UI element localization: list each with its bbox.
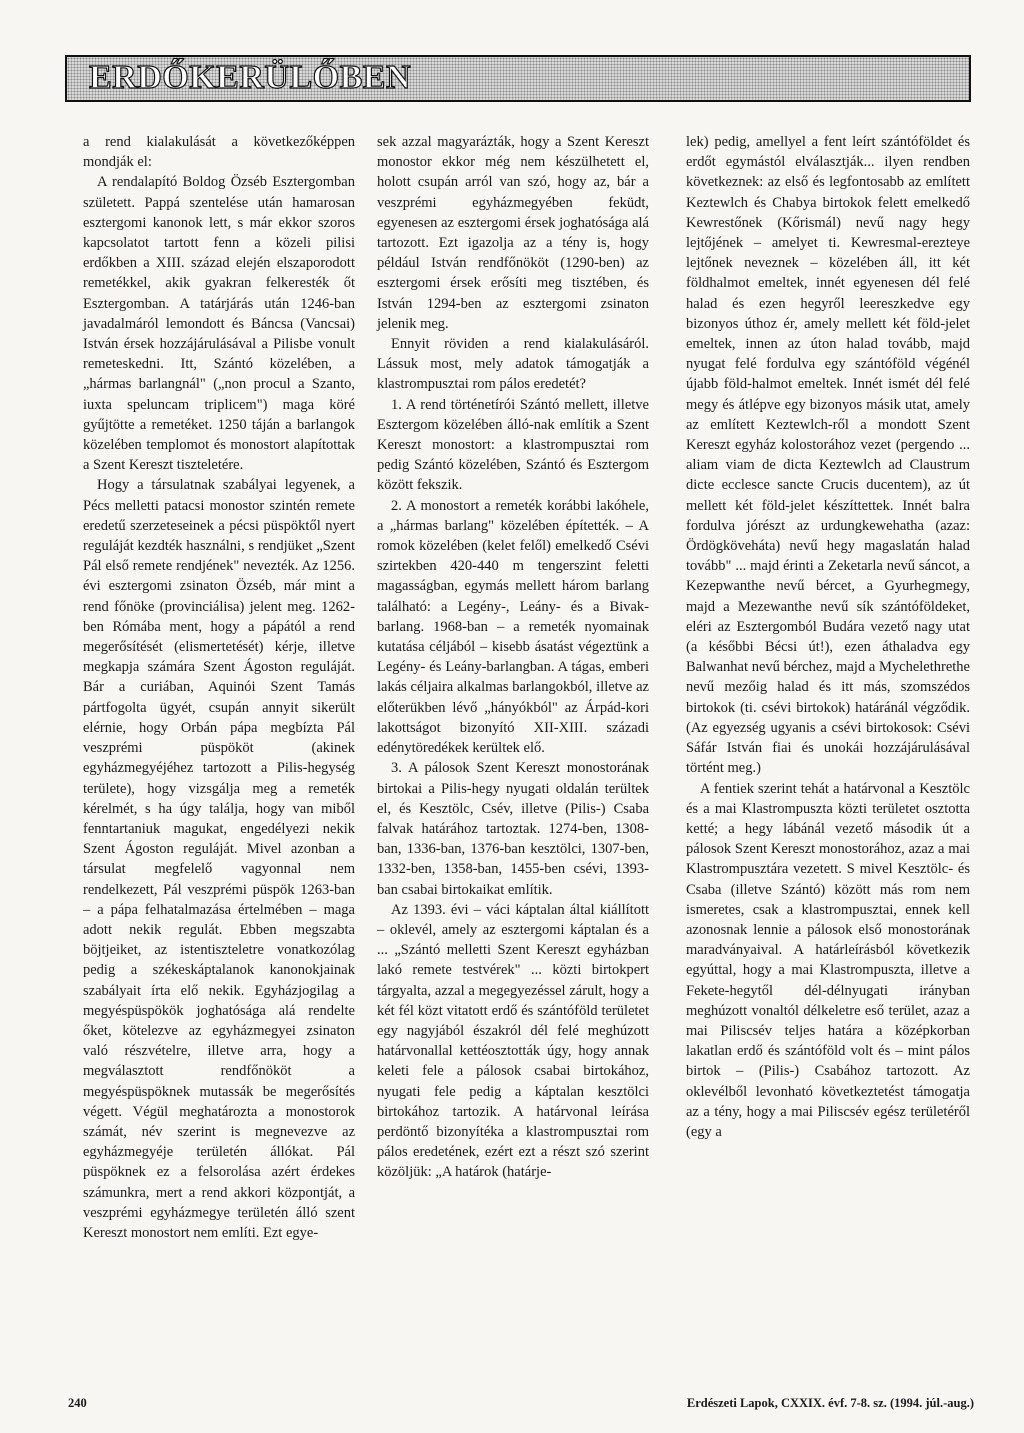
section-title: ERDŐKERÜLŐBEN bbox=[89, 59, 411, 96]
journal-citation: Erdészeti Lapok, CXXIX. évf. 7-8. sz. (1994. júl.-aug.) bbox=[686, 1396, 974, 1410]
section-banner bbox=[65, 55, 971, 102]
text-column-1 bbox=[83, 132, 355, 1243]
paragraph: sek azzal magyarázták, hogy a Szent Kereszt monostor ekkor még nem készülhetett el, holott csupán arról van szó, hogy az, bár a veszprémi egyházmegyében feküdt, egyenesen az esztergomi érsek joghatósága alá tartozott. Ezt igazolja az a tény is, hogy például István rendfőnököt (1290-ben) az esztergomi érsek erősíti meg tisztében, és István 1294-ben az esztergomi zsinaton jelenik meg. bbox=[377, 134, 649, 332]
text-column-2 bbox=[377, 132, 649, 1183]
paragraph: 2. A monostort a remeték korábbi lakóhele, a „hármas barlang" közelében építették. – A romok közelében (kelet felől) emelkedő Csévi szirtekben 420-440 m tengerszint feletti magasságban, egymás mellett három barlang található: a Legény-, Leány- és a Bivak-barlang. 1968-ban – a remeték nyomainak kutatása céljából – kisebb ásatást végeztünk a Legény- és Leány-barlangban. A tágas, emberi lakás céljaira alkalmas barlangokból, illetve az előterükben lévő „hányókból" az Árpád-kori lakottságot bizonyító XII-XIII. századi edénytöredékek kerültek elő. bbox=[377, 497, 649, 757]
text-column-3 bbox=[686, 132, 970, 1142]
page-number: 240 bbox=[68, 1396, 87, 1410]
paragraph: Hogy a társulatnak szabályai legyenek, a Pécs melletti patacsi monostor szintén remete eredetű szerzeteseinek a pécsi püspöktől nyert reguláját kezdték használni, s rendjüket „Szent Pál első remete rendjének" nevezték. Az 1256. évi esztergomi zsinaton Özséb, már mint a rend főnöke (provinciálisa) jelent meg. 1262-ben Rómába ment, hogy a pápától a rend megerősítését (elismertetését) kérje, illetve megkapja számára Szent Ágoston reguláját. Bár a curiában, Aquinói Szent Tamás pártfogolta ügyét, csupán annyit sikerült elérnie, hogy Orbán pápa megbízta Pál veszprémi püspököt (akinek egyházmegyéjéhez tartozott a Pilis-hegység területe), hogy vizsgálja meg a remeték kérelmét, s ha úgy találja, hogy van miből fenntartaniuk magukat, engedélyezi nekik Szent Ágoston reguláját. Mivel azonban a társulat megfelelő vagyonnal nem rendelkezett, Pál veszprémi püspök 1263-ban – a pápa felhatalmazása értelmében – maga adott nekik regulát. Ebben megszabta böjtjeiket, az istentiszteletre vonatkozólag pedig a székeskáptalanok kanonokjainak szabályait írta elő nekik. Egyházjogilag a megyéspüspökök joghatósága alá rendelte őket, kötelezve az egyházmegyei zsinaton való részvételre, illetve arra, hogy a megválasztott rendfőnököt a megyéspüspöknek mutassák be megerősítés végett. Végül meghatározta a monostorok számát, név szerint is megnevezve az egyházmegyéje területén állókat. Pál püspöknek ez a felsorolása azért érdekes számunkra, mert a rend akkori központját, a veszprémi egyházmegye területén álló szent Kereszt monostort nem említi. Ezt egye- bbox=[83, 477, 355, 1241]
paragraph: Ennyit röviden a rend kialakulásáról. Lássuk most, mely adatok támogatják a klastrompusztai rom pálos eredetét? bbox=[377, 336, 649, 393]
paragraph: lek) pedig, amellyel a fent leírt szántóföldet és erdőt egymástól elválasztják... ilyen rendben következnek: az első és legfontosabb az említett Keztewlch és Chabya birtokok felett emelkedő Kewrestőnek (Kőrismál) nevű nagy hegy lejtőjének – amelyet ti. Kewresmal-erezteye lejtőnek neveznek – közelében áll, itt két földhalmot emeltek, innét egyenesen dél felé halad és ezen hegyről leereszkedve egy bizonyos úthoz ér, amely mellett két föld-jelet emeltek, innen az úton halad tovább, majd nyugat felé fordulva egy szántóföld végénél újabb föld-halmot emeltek. Innét ismét dél felé megy és átlépve egy bizonyos másik utat, amely az említett Keztewlch-ről a mondott Szent Kereszt egyház kolostorához vezet (pergendo ... aliam viam de dicta Keztewlch ad Claustrum dicte ecclesce sancte Crucis ducentem), az út mellett két föld-jelet készíttettek. Innét balra fordulva jórészt az urdungkewehatha (azaz: Ördögkövehátа) nevű hegy magaslatán halad tovább" ... majd érinti a Zeketarla nevű sáncot, a Kezepwanthe nevű bércet, a Gyurhegmegy, majd a Mezewanthe nevű sík szántóföldeket, eléri az Esztergomból Budára vezető nagy utat (a későbbi Bécsi út!), ezen áthaladva egy Balwanhat nevű bérchez, majd a Mychelethrethe nevű mezőig halad és itt más, szomszédos birtokok (ti. csévi birtokok) határánál végződik. (Az egyezség ugyanis a csévi birtokosok: Csévi Sáfár István fiai és unokái hozzájárulásával történt meg.) bbox=[686, 134, 970, 777]
paragraph: 3. A pálosok Szent Kereszt monostorának birtokai a Pilis-hegy nyugati oldalán terültek el, és Kesztölc, Csév, illetve (Pilis-) Csaba falvak határához tartoztak. 1274-ben, 1308-ban, 1336-ban, 1376-ban kesztölci, 1307-ben, 1332-ben, 1358-ban, 1455-ben csévi, 1393-ban csabai birtokaikat említik. bbox=[377, 760, 649, 898]
paragraph: Az 1393. évi – váci káptalan által kiállított – oklevél, amely az esztergomi káptalan és a ... „Szántó melletti Szent Kereszt egyházban lakó remete testvérek" ... közti birtokpert tárgyalta, azzal a megegyezéssel zárult, hogy a két fél közt vitatott erdő és szántóföld területet egy nagyjából északról dél felé meghúzott határvonallal kettéosztották úgy, hogy annak keleti fele a pálosok csabai birtokához, nyugati fele pedig a káptalan kesztölci birtokához tartozik. A határvonal leírása perdöntő bizonyítéka a klastrompusztai rom pálos eredetének, ezért ezt a részt szó szerint közöljük: „A határok (határje- bbox=[377, 901, 649, 1181]
paragraph: A rendalapító Boldog Özséb Esztergomban született. Pappá szentelése után hamarosan esztergomi kanonok lett, s már ekkor szoros kapcsolatot tartott fenn a közeli pilisi erdőkben a XIII. század elején elszaporodott remetékkel, akik gyakran felkeresték őt Esztergomban. A tatárjárás után 1246-ban javadalmáról lemondott és Báncsa (Vancsai) István érsek hozzájárulásával a Pilisbe vonult remeteskedni. Itt, Szántó közelében, a „hármas barlangnál" („non procul a Szanto, iuxta speluncam triplicem") maga köré gyűjtötte a remetéket. 1250 táján a barlangok közelében templomot és monostort alapítottak a Szent Kereszt tiszteletére. bbox=[83, 174, 355, 474]
paragraph: 1. A rend történetírói Szántó mellett, illetve Esztergom közelében álló-nak említik a Szent Kereszt monostort: a klastrompusztai rom pedig Szántó közelében, Szántó és Esztergom között fekszik. bbox=[377, 396, 649, 494]
paragraph: A fentiek szerint tehát a határvonal a Kesztölc és a mai Klastrompuszta közti területet osztotta ketté; a hegy lábánál vezető második út a pálosok Szent Kereszt monostorához, azaz a mai Klastrompusztára vezetett. S mivel Kesztölc- és Csaba (illetve Szántó) között más rom nem ismeretes, csak a klastrompusztai, ennek kell azonosnak lennie a pálosok első monostorának maradványaival. A határleírásból következik egyúttal, hogy a mai Klastrompuszta, illetve a Fekete-hegytől dél-délnyugati irányban meghúzott vonaltól délkeletre eső terület, azaz a mai Piliscsév teljes határa a középkorban lakatlan erdő és szántóföld volt és – mint pálos birtok – (Pilis-) Csabához tartozott. Az oklevélből levonható következtetést támogatja az a tény, hogy a mai Piliscsév egész területéről (egy a bbox=[686, 780, 970, 1140]
paragraph: a rend kialakulását a következőképpen mondják el: bbox=[83, 134, 355, 171]
